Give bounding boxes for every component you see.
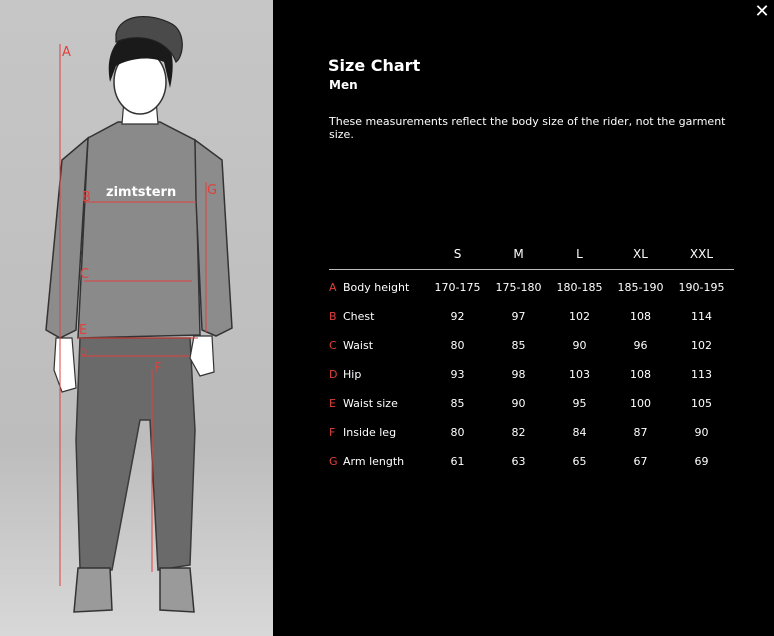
- table-cell: 170-175: [434, 281, 481, 294]
- table-row: [329, 302, 734, 331]
- row-letter: E: [329, 397, 336, 410]
- row-label: [329, 281, 427, 294]
- label-d: D: [80, 348, 87, 358]
- row-label-text: Chest: [343, 310, 375, 323]
- table-row: [329, 418, 734, 447]
- table-row: [329, 273, 734, 302]
- table-row: [329, 360, 734, 389]
- label-g: G: [207, 183, 218, 198]
- close-button[interactable]: ✕: [754, 1, 770, 22]
- table-cell: 108: [630, 310, 651, 323]
- table-cell: 175-180: [495, 281, 542, 294]
- table-cell: 67: [633, 455, 648, 468]
- table-cell: 90: [511, 397, 526, 410]
- size-header-m: M: [513, 246, 524, 261]
- page-title: Size Chart: [328, 56, 421, 75]
- table-cell: 190-195: [678, 281, 725, 294]
- size-header-xxl: XXL: [689, 246, 714, 261]
- label-a: A: [62, 45, 71, 60]
- table-row: [329, 331, 734, 360]
- row-label-text: Waist: [343, 339, 374, 352]
- table-cell: 185-190: [617, 281, 664, 294]
- row-letter: B: [329, 310, 337, 323]
- label-e: E: [79, 323, 88, 338]
- row-label: [329, 397, 427, 410]
- page-subtitle: Men: [329, 78, 358, 92]
- size-table-header: [329, 238, 734, 270]
- table-cell: 85: [450, 397, 465, 410]
- row-label-text: Hip: [343, 368, 362, 381]
- row-label-text: Body height: [343, 281, 410, 294]
- row-letter: C: [329, 339, 337, 352]
- row-label: [329, 310, 427, 323]
- table-cell: 180-185: [556, 281, 603, 294]
- table-cell: 85: [511, 339, 526, 352]
- row-label: [329, 455, 427, 468]
- table-cell: 98: [511, 368, 526, 381]
- row-letter: A: [329, 281, 337, 294]
- table-cell: 80: [450, 339, 465, 352]
- table-cell: 69: [694, 455, 709, 468]
- table-row: [329, 389, 734, 418]
- model-figure: [0, 0, 273, 636]
- row-letter: D: [329, 368, 338, 381]
- table-cell: 96: [633, 339, 648, 352]
- brand-logo: zimtstern: [106, 185, 177, 200]
- table-cell: 80: [450, 426, 465, 439]
- label-b: B: [82, 190, 91, 205]
- size-table: [329, 238, 734, 476]
- description-text: These measurements reflect the body size of the rider, not the garment size.: [329, 115, 726, 141]
- table-cell: 87: [633, 426, 648, 439]
- table-cell: 84: [572, 426, 587, 439]
- table-cell: 108: [630, 368, 651, 381]
- size-header-xl: XL: [633, 246, 648, 261]
- table-cell: 102: [569, 310, 590, 323]
- row-label-text: Waist size: [343, 397, 398, 410]
- table-cell: 90: [694, 426, 709, 439]
- table-cell: 105: [691, 397, 712, 410]
- table-cell: 61: [450, 455, 465, 468]
- row-label: [329, 339, 427, 352]
- table-cell: 100: [630, 397, 651, 410]
- table-cell: 65: [572, 455, 587, 468]
- row-letter: G: [329, 455, 338, 468]
- row-label: [329, 368, 427, 381]
- table-cell: 95: [572, 397, 587, 410]
- table-cell: 90: [572, 339, 587, 352]
- row-label: [329, 426, 427, 439]
- table-cell: 92: [450, 310, 465, 323]
- label-c: C: [80, 267, 90, 282]
- size-header-l: L: [576, 246, 583, 261]
- model-illustration: [0, 0, 273, 636]
- table-cell: 114: [691, 310, 712, 323]
- table-cell: 102: [691, 339, 712, 352]
- row-label-text: Inside leg: [343, 426, 397, 439]
- table-cell: 97: [511, 310, 526, 323]
- table-cell: 82: [511, 426, 526, 439]
- label-f: F: [154, 361, 162, 376]
- table-row: [329, 447, 734, 476]
- row-letter: F: [329, 426, 336, 439]
- size-header-s: S: [453, 246, 462, 261]
- table-cell: 93: [450, 368, 465, 381]
- table-cell: 103: [569, 368, 590, 381]
- table-cell: 63: [511, 455, 526, 468]
- table-cell: 113: [691, 368, 712, 381]
- row-label-text: Arm length: [343, 455, 405, 468]
